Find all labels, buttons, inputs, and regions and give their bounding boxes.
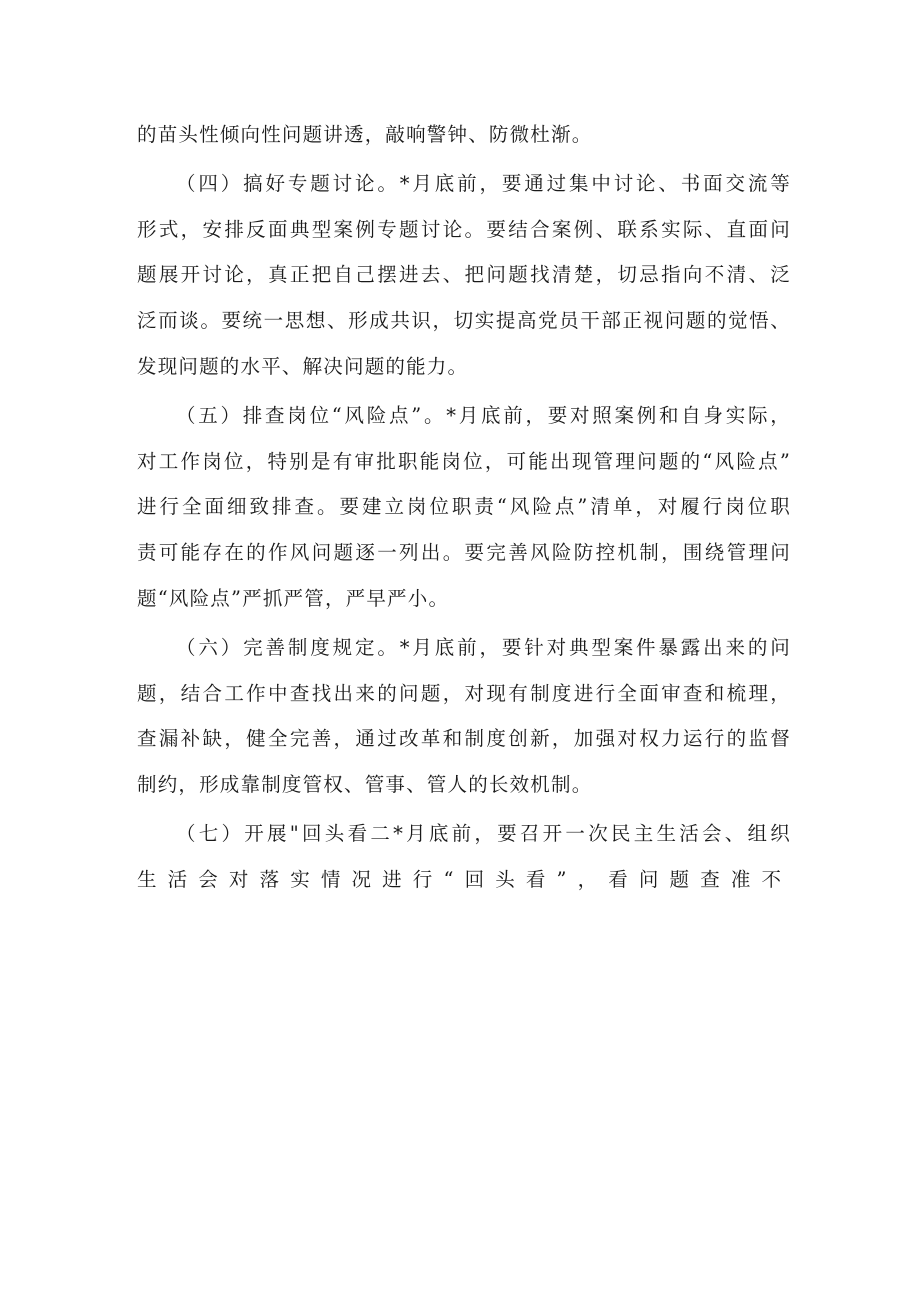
paragraph-line: 对工作岗位，特别是有审批职能岗位，可能出现管理问题的“风险点” (137, 449, 791, 473)
paragraph-line: 生活会对落实情况进行“回头看”，看问题查准不 (137, 867, 791, 891)
paragraph-line: 查漏补缺，健全完善，通过改革和制度创新，加强对权力运行的监督 (137, 727, 791, 751)
paragraph-line: 泛而谈。要统一思想、形成共识，切实提高党员干部正视问题的觉悟、 (137, 309, 791, 333)
paragraph-line: （五）排查岗位“风险点”。*月底前，要对照案例和自身实际， (176, 403, 791, 427)
paragraph-line: 制约，形成靠制度管权、管事、管人的长效机制。 (137, 773, 593, 797)
paragraph-line: 形式，安排反面典型案例专题讨论。要结合案例、联系实际、直面问 (137, 217, 791, 241)
paragraph-line: 责可能存在的作风问题逐一列出。要完善风险防控机制，围绕管理问 (137, 541, 791, 565)
paragraph-line: 的苗头性倾向性问题讲透，敲响警钟、防微杜渐。 (137, 123, 593, 146)
paragraph-line: 题，结合工作中查找出来的问题，对现有制度进行全面审查和梳理， (137, 681, 791, 705)
paragraph-line: 题“风险点”严抓严管，严早严小。 (137, 586, 450, 610)
paragraph-line: 题展开讨论，真正把自己摆进去、把问题找清楚，切忌指向不清、泛 (137, 263, 791, 287)
document-body (137, 112, 791, 903)
paragraph-line: （四）搞好专题讨论。*月底前，要通过集中讨论、书面交流等 (176, 171, 791, 195)
paragraph-line: 进行全面细致排查。要建立岗位职责“风险点”清单，对履行岗位职 (137, 495, 791, 519)
paragraph-line: （七）开展"回头看二*月底前，要召开一次民主生活会、组织 (176, 821, 791, 845)
paragraph-line: 发现问题的水平、解决问题的能力。 (137, 354, 469, 378)
paragraph-line: （六）完善制度规定。*月底前，要针对典型案件暴露出来的问 (176, 635, 791, 659)
